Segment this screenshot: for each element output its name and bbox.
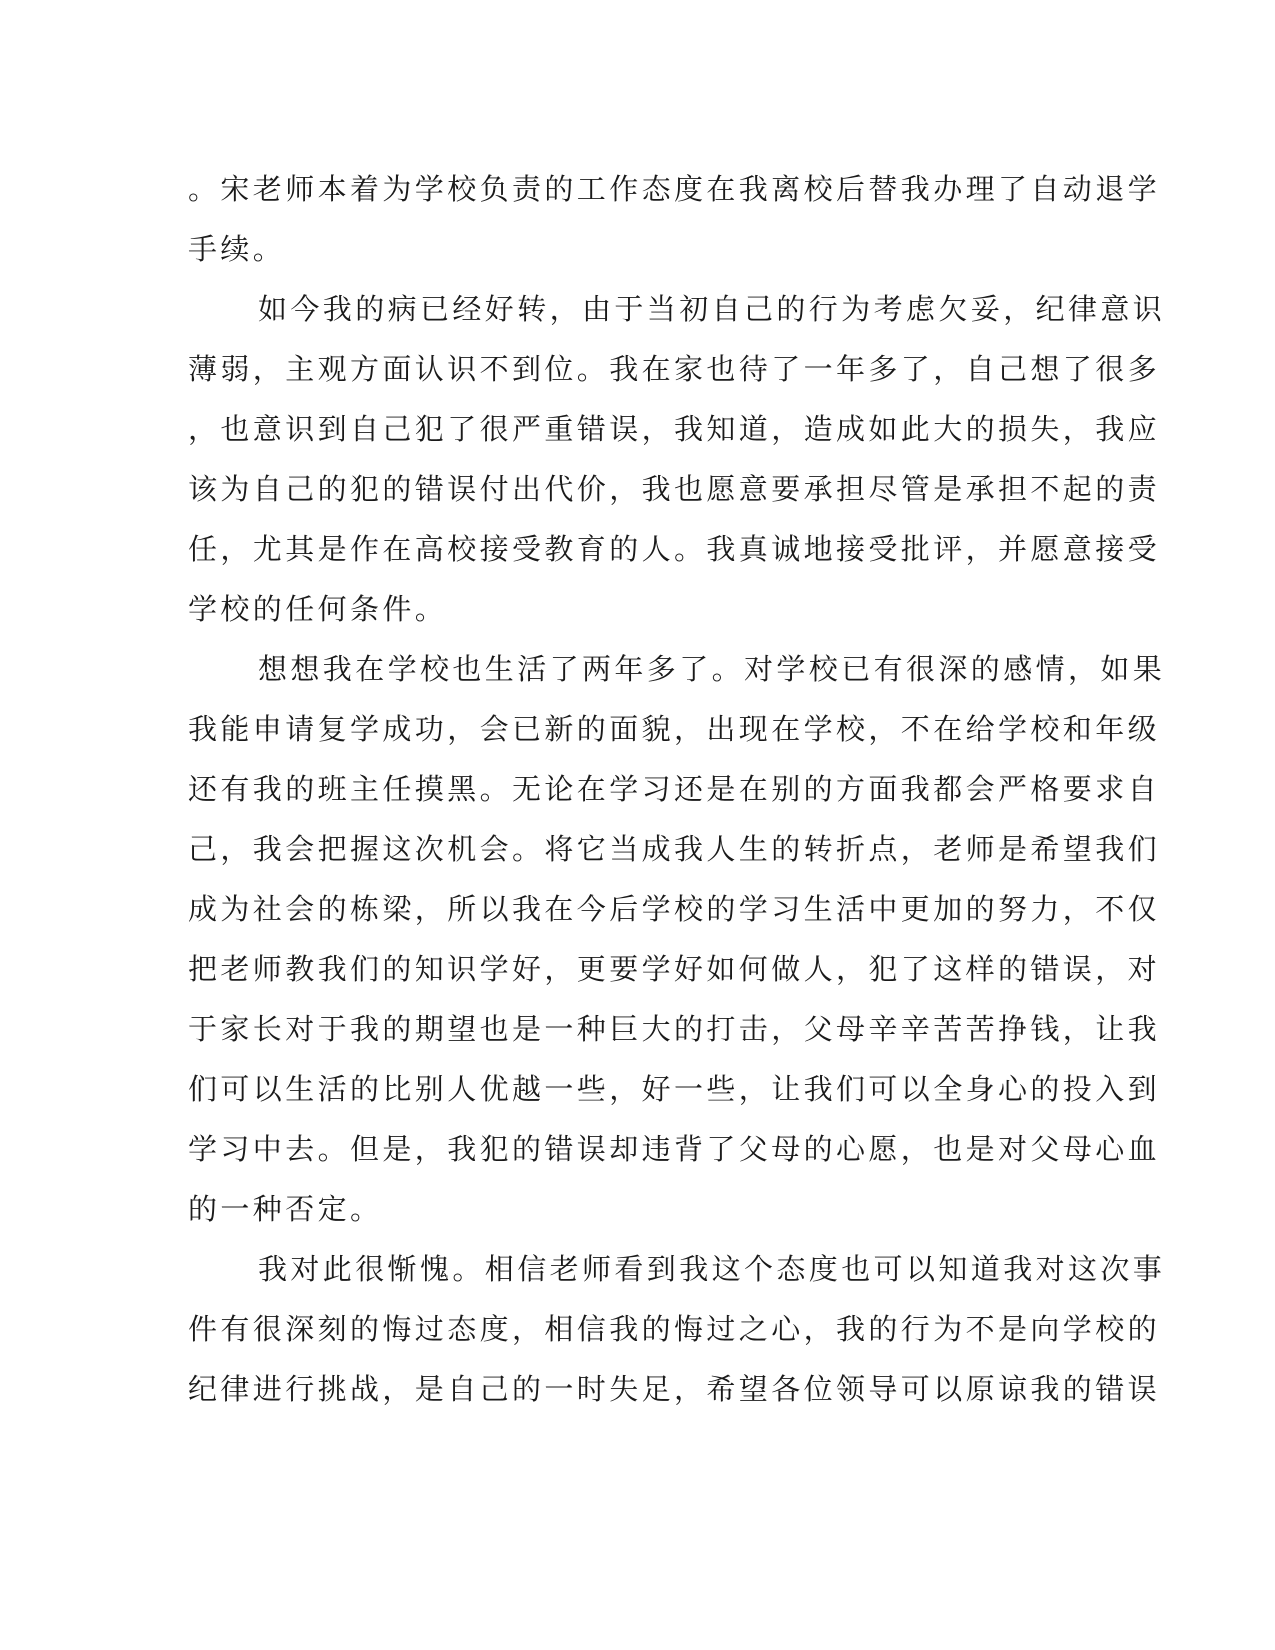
text-line: 任，尤其是作在高校接受教育的人。我真诚地接受批评，并愿意接受 [188,532,1161,566]
text-line: 该为自己的犯的错误付出代价，我也愿意要承担尽管是承担不起的责 [188,472,1161,506]
text-line: 我能申请复学成功，会已新的面貌，出现在学校，不在给学校和年级 [188,712,1161,746]
text-line: 。宋老师本着为学校负责的工作态度在我离校后替我办理了自动退学 [188,172,1161,206]
text-line: ，也意识到自己犯了很严重错误，我知道，造成如此大的损失，我应 [188,412,1161,446]
text-line: 把老师教我们的知识学好，更要学好如何做人，犯了这样的错误，对 [188,952,1161,986]
text-line: 还有我的班主任摸黑。无论在学习还是在别的方面我都会严格要求自 [188,772,1161,806]
text-line: 学习中去。但是，我犯的错误却违背了父母的心愿，也是对父母心血 [188,1132,1161,1166]
text-line: 己，我会把握这次机会。将它当成我人生的转折点，老师是希望我们 [188,832,1161,866]
text-line: 纪律进行挑战，是自己的一时失足，希望各位领导可以原谅我的错误 [188,1372,1161,1406]
text-line: 手续。 [188,232,286,266]
text-line: 成为社会的栋梁，所以我在今后学校的学习生活中更加的努力，不仅 [188,892,1161,926]
text-line: 们可以生活的比别人优越一些，好一些，让我们可以全身心的投入到 [188,1072,1161,1106]
paragraph-start-line: 我对此很惭愧。相信老师看到我这个态度也可以知道我对这次事 [258,1252,1166,1286]
text-line: 学校的任何条件。 [188,592,448,626]
text-line: 件有很深刻的悔过态度，相信我的悔过之心，我的行为不是向学校的 [188,1312,1161,1346]
paragraph-start-line: 如今我的病已经好转，由于当初自己的行为考虑欠妥，纪律意识 [258,292,1166,326]
paragraph-start-line: 想想我在学校也生活了两年多了。对学校已有很深的感情，如果 [258,652,1166,686]
text-line: 薄弱，主观方面认识不到位。我在家也待了一年多了，自己想了很多 [188,352,1161,386]
body-text [188,159,1166,1419]
text-line: 的一种否定。 [188,1192,383,1226]
text-line: 于家长对于我的期望也是一种巨大的打击，父母辛辛苦苦挣钱，让我 [188,1012,1161,1046]
